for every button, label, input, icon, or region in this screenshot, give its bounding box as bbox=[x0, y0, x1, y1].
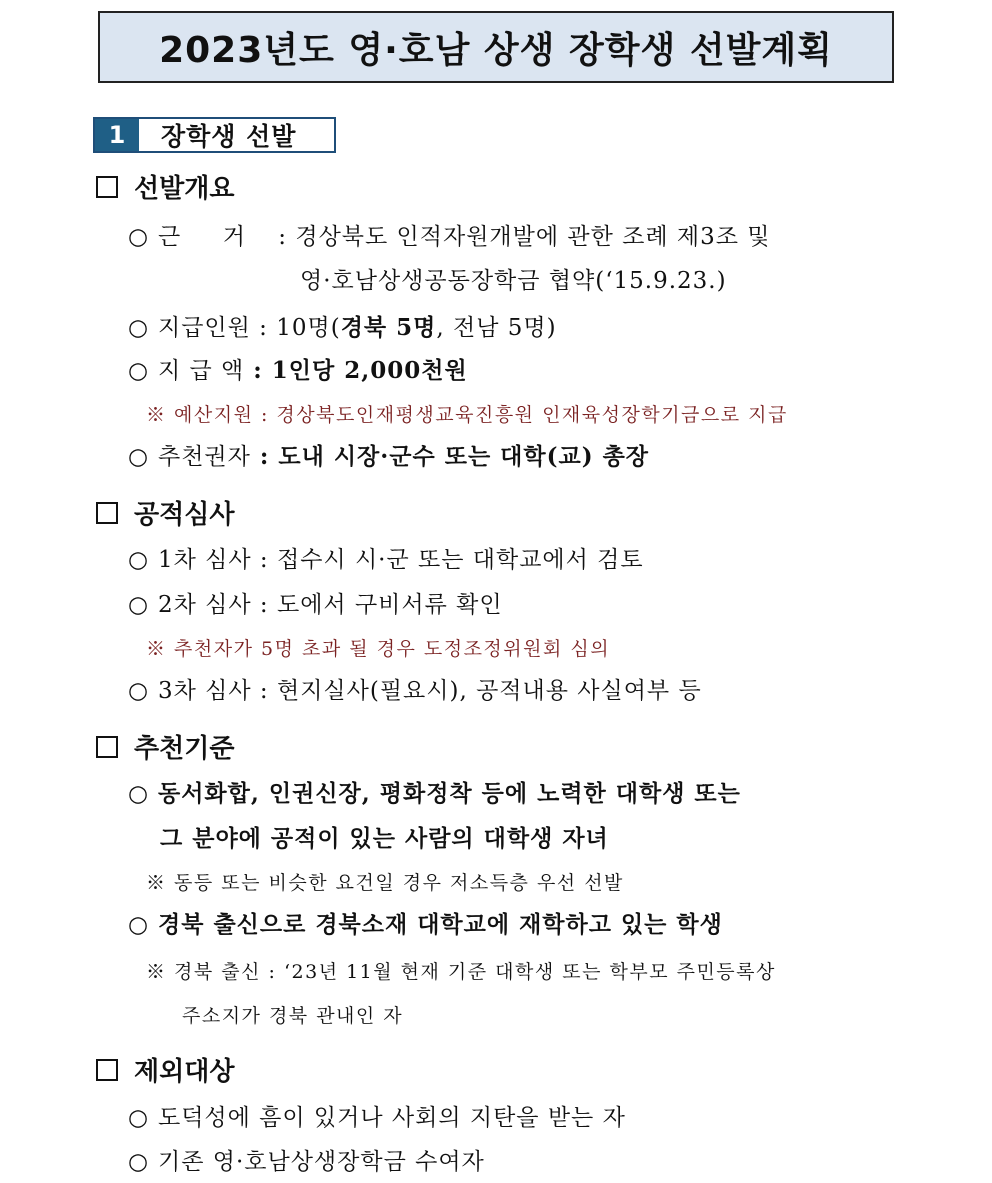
item-third-review: ○ 3차 심사 : 현지실사(필요시), 공적내용 사실여부 등 bbox=[128, 678, 702, 704]
heading-exclusion: 제외대상 bbox=[96, 1051, 234, 1088]
basis-line1: 경상북도 인적자원개발에 관한 조례 제3조 및 bbox=[295, 224, 771, 250]
checkbox-square-icon bbox=[96, 502, 118, 524]
section-number: 1 bbox=[95, 119, 139, 151]
item-amount: ○ 지 급 액 : 1인당 2,000천원 bbox=[128, 352, 468, 385]
bullet-circle-icon: ○ bbox=[128, 1149, 150, 1175]
section-header bbox=[93, 117, 336, 153]
heading-review: 공적심사 bbox=[96, 494, 234, 531]
bullet-circle-icon: ○ bbox=[128, 444, 150, 470]
item-recommender: ○ 추천권자 : 도내 시장·군수 또는 대학(교) 총장 bbox=[128, 438, 649, 471]
origin-note-line1: ※ 경북 출신 : ‘23년 11월 현재 기준 대학생 또는 학부모 주민등록상 bbox=[146, 961, 776, 983]
item-exclusion-1: ○ 도덕성에 흠이 있거나 사회의 지탄을 받는 자 bbox=[128, 1105, 626, 1131]
bullet-circle-icon: ○ bbox=[128, 224, 150, 250]
bullet-circle-icon: ○ bbox=[128, 358, 150, 384]
item-first-review: ○ 1차 심사 : 접수시 시·군 또는 대학교에서 검토 bbox=[128, 547, 644, 573]
bullet-circle-icon: ○ bbox=[128, 315, 150, 341]
recommender-value: 도내 시장·군수 또는 대학(교) 총장 bbox=[278, 443, 650, 470]
origin-note-line2: 주소지가 경북 관내인 자 bbox=[182, 1005, 404, 1027]
amount-label: 지 급 액 bbox=[158, 358, 245, 384]
basis-line2: 영·호남상생공동장학금 협약(‘15.9.23.) bbox=[300, 268, 727, 294]
section-title: 장학생 선발 bbox=[161, 122, 297, 151]
checkbox-square-icon bbox=[96, 1059, 118, 1081]
recommender-label: 추천권자 bbox=[158, 444, 251, 470]
amount-value: 1인당 2,000천원 bbox=[271, 357, 468, 384]
item-recipients: ○ 지급인원 : 10명(경북 5명, 전남 5명) bbox=[128, 309, 557, 342]
bullet-circle-icon: ○ bbox=[128, 912, 150, 938]
basis-label: 근 거 bbox=[158, 224, 246, 250]
item-basis: ○ 근 거 : 경상북도 인적자원개발에 관한 조례 제3조 및 bbox=[128, 218, 771, 251]
page-title: 2023년도 영·호남 상생 장학생 선발계획 bbox=[159, 29, 833, 71]
bullet-circle-icon: ○ bbox=[128, 547, 150, 573]
tie-note: ※ 동등 또는 비슷한 요건일 경우 저소득층 우선 선발 bbox=[146, 872, 624, 894]
item-criteria-2: ○ 경북 출신으로 경북소재 대학교에 재학하고 있는 학생 bbox=[128, 911, 723, 938]
item-second-review: ○ 2차 심사 : 도에서 구비서류 확인 bbox=[128, 592, 503, 618]
heading-overview: 선발개요 bbox=[96, 168, 234, 205]
bullet-circle-icon: ○ bbox=[128, 781, 150, 807]
bullet-circle-icon: ○ bbox=[128, 592, 150, 618]
heading-criteria: 추천기준 bbox=[96, 728, 234, 765]
bullet-circle-icon: ○ bbox=[128, 678, 150, 704]
title-box bbox=[98, 11, 894, 83]
item-criteria-1: ○ 동서화합, 인권신장, 평화정착 등에 노력한 대학생 또는 bbox=[128, 780, 741, 807]
bullet-circle-icon: ○ bbox=[128, 1105, 150, 1131]
budget-note: ※ 예산지원 : 경상북도인재평생교육진흥원 인재육성장학기금으로 지급 bbox=[146, 404, 788, 426]
recipients-label: 지급인원 bbox=[158, 315, 251, 341]
item-exclusion-2: ○ 기존 영·호남상생장학금 수여자 bbox=[128, 1149, 485, 1175]
exceed-note: ※ 추천자가 5명 초과 될 경우 도정조정위원회 심의 bbox=[146, 638, 611, 660]
checkbox-square-icon bbox=[96, 176, 118, 198]
checkbox-square-icon bbox=[96, 736, 118, 758]
recipients-gyeongbuk: 경북 5명 bbox=[340, 314, 437, 341]
criteria-1-line2: 그 분야에 공적이 있는 사람의 대학생 자녀 bbox=[160, 825, 609, 852]
